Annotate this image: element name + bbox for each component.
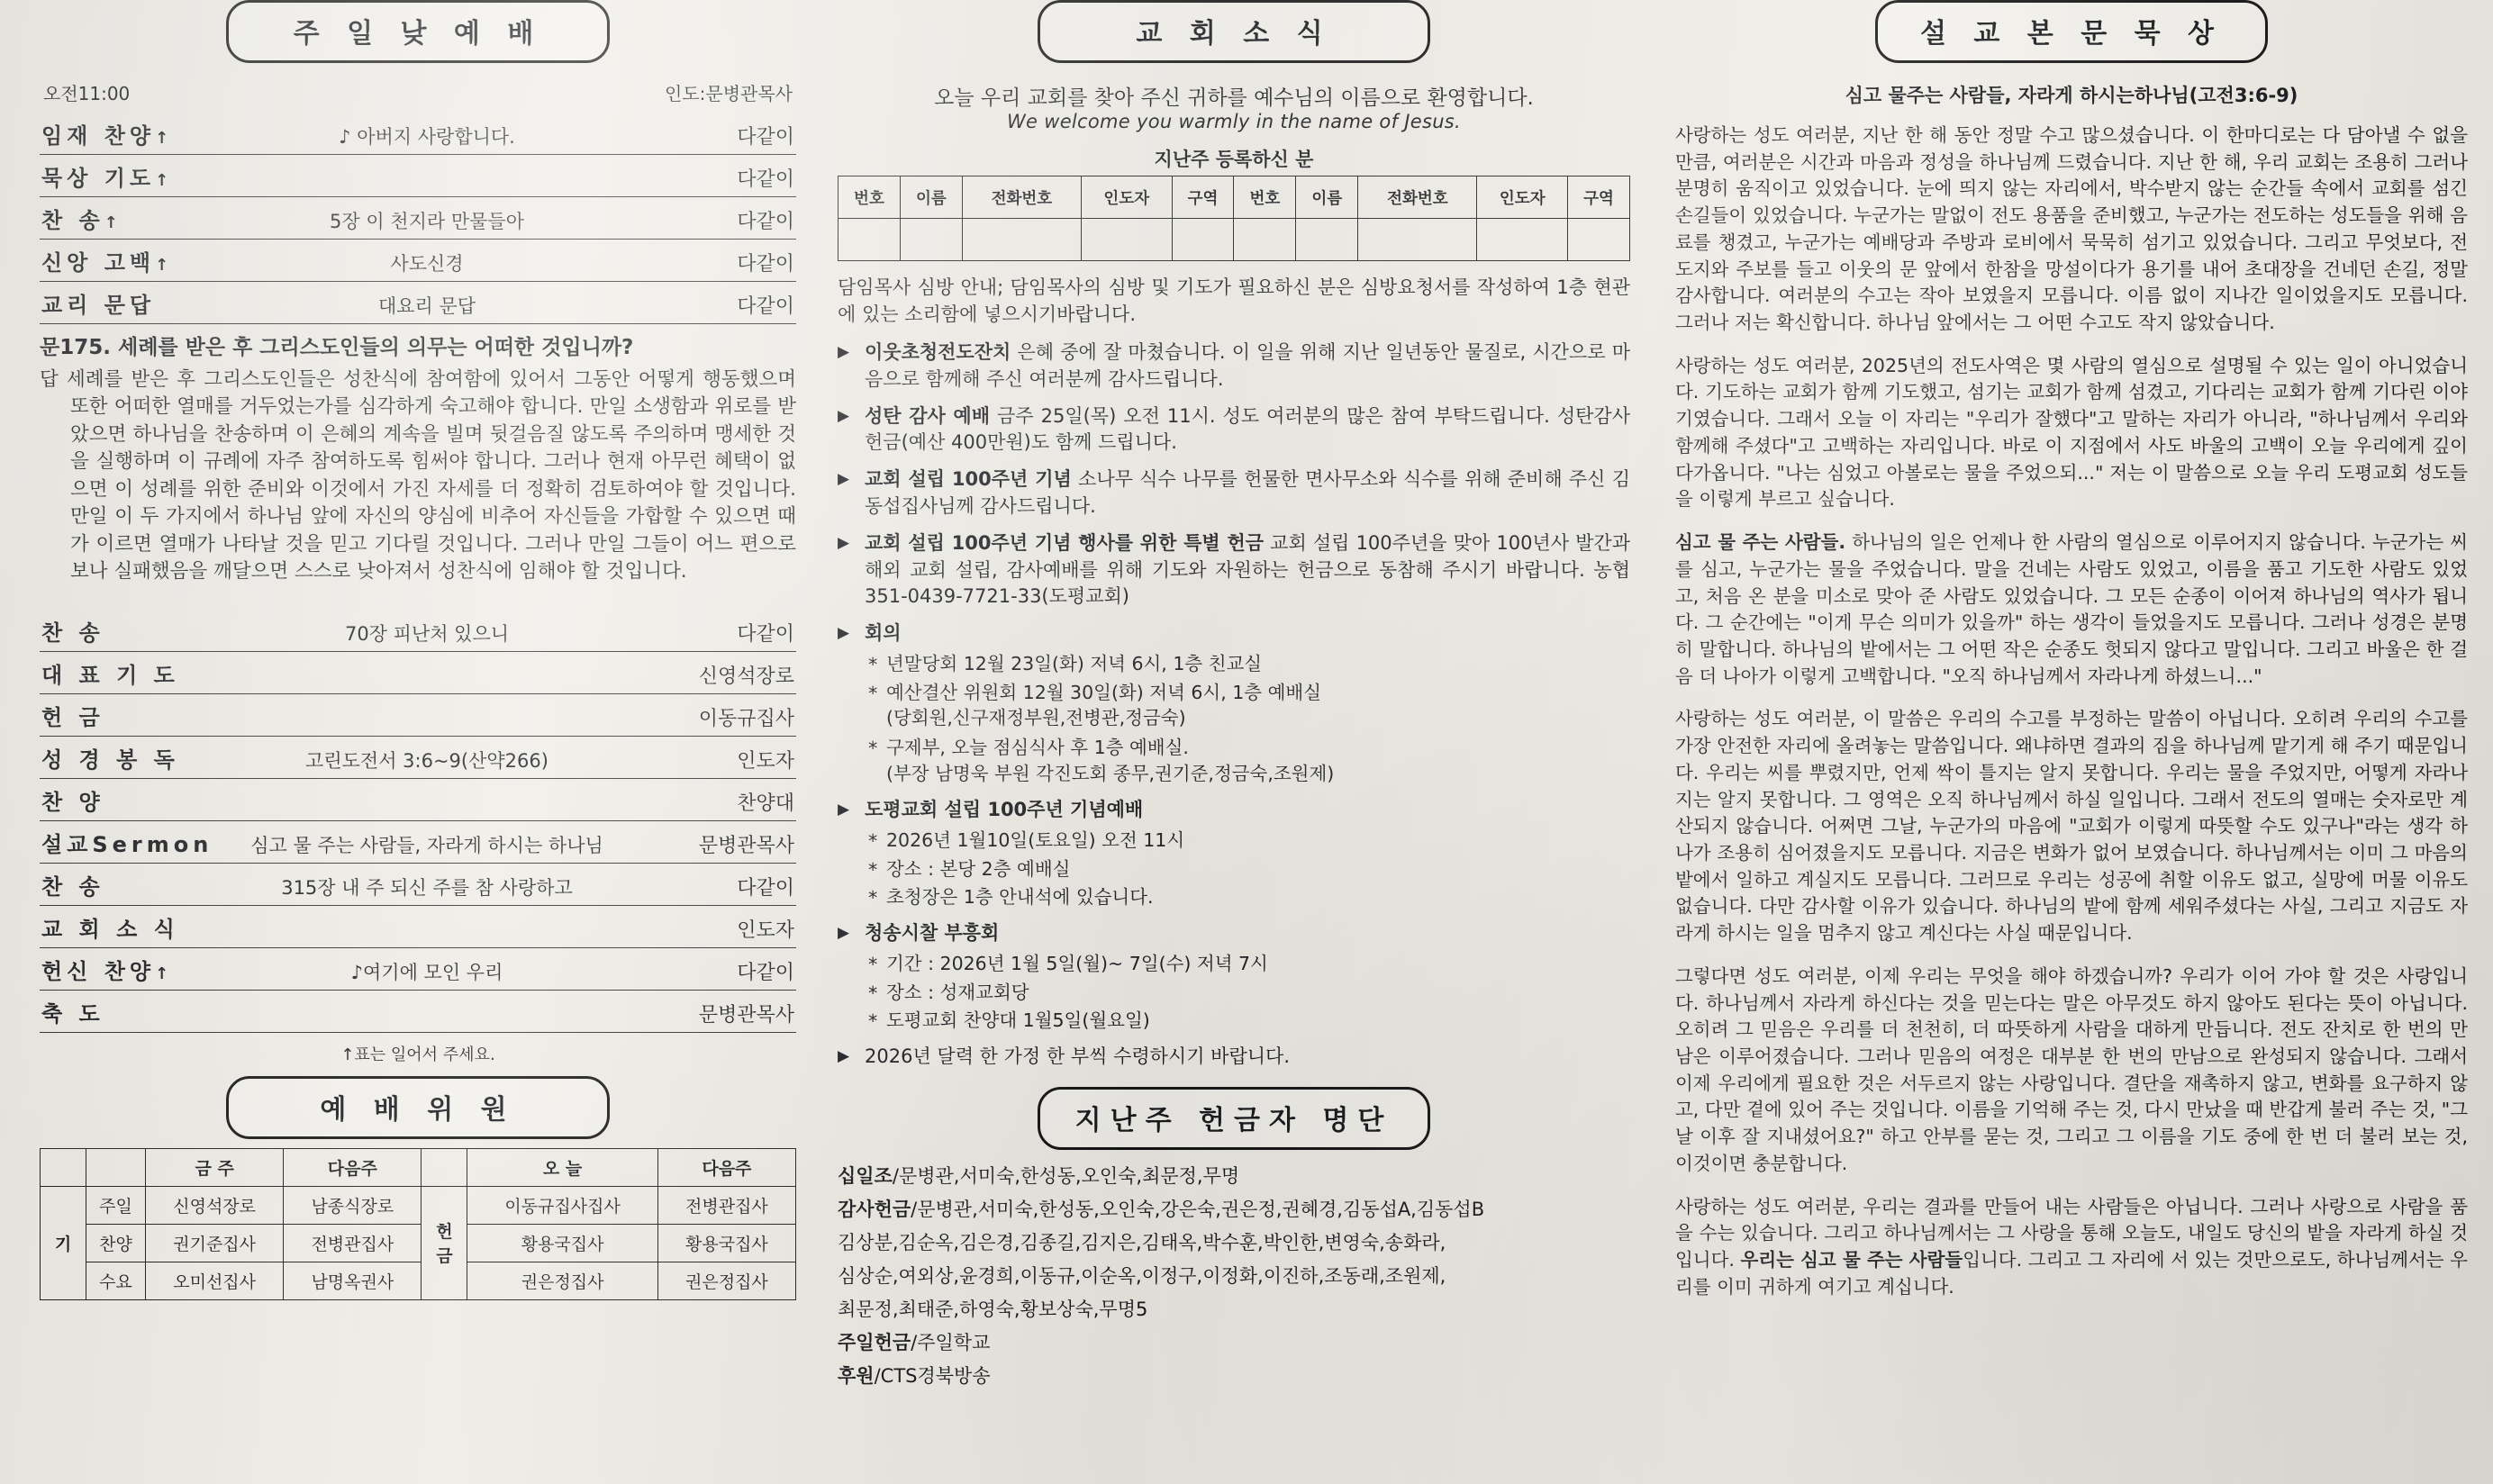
order-person: 문병관목사 xyxy=(698,1003,794,1027)
committee-cell: 권기준집사 xyxy=(146,1224,284,1262)
worship-banner: 주 일 낮 예 배 xyxy=(226,0,610,63)
committee-subrow-label: 찬양 xyxy=(86,1224,146,1262)
committee-group-prayer: 기 xyxy=(41,1186,86,1299)
order-row xyxy=(40,864,796,906)
order-person: 문병관목사 xyxy=(698,834,794,857)
sermon-paragraph: 심고 물 주는 사람들. 하나님의 일은 언제나 한 사람의 열심으로 이루어지지 않습니다. 누군가는 씨를 심고, 누군가는 물을 주었습니다. 말을 건네는 사람도 있었고, 이름을 품고 기도한 사람도 있었고, 처음 온 분을 미소로 맞아 준 사람도 있었습니다. 그 모든 순종이 이어져 하나님의 역사가 됩니다. 그 순간에는 "이게 무슨 의미가 있을까" 하는 생각이 들었을지도 모릅니다. 그러나 성경은 분명히 말합니다. 하나님의 밭에서는 그 어떤 작은 순종도 헛되지 않다고 말입니다. 그리고 바울은 한 걸음 더 나아가 이렇게 고백합니다. "오직 하나님께서 자라나게 하셨느니..." xyxy=(1675,531,2469,687)
donor-names: 김상분,김순옥,김은경,김종길,김지은,김태옥,박수훈,박인한,변영숙,송화라, xyxy=(838,1232,1446,1253)
standing-arrow-icon: ↑ xyxy=(155,171,174,190)
committee-subrow-label: 수요 xyxy=(86,1262,146,1299)
notice-item xyxy=(838,466,1630,520)
notice-title: 청송시찰 부흥회 xyxy=(865,922,1000,945)
table-row xyxy=(41,1186,796,1224)
order-label: 임재 찬양 xyxy=(41,123,156,149)
notice-title: 교회 설립 100주년 기념 행사를 위한 특별 헌금 xyxy=(865,531,1265,554)
order-detail: 사도신경 xyxy=(390,253,464,275)
committee-banner: 예 배 위 원 xyxy=(226,1076,610,1139)
committee-cell: 황용국집사 xyxy=(657,1224,795,1262)
notice-item-meetings xyxy=(838,620,1630,787)
order-row xyxy=(40,610,796,652)
committee-table xyxy=(40,1148,796,1300)
donor-label: 주일헌금 xyxy=(838,1332,911,1354)
order-row xyxy=(40,240,796,282)
order-person: 다같이 xyxy=(737,622,794,646)
anniversary-item: * 장소 : 본당 2층 예배실 xyxy=(865,856,1630,882)
notice-title: 도평교회 설립 100주년 기념예배 xyxy=(865,799,1144,821)
donor-group xyxy=(838,1196,1630,1224)
donor-group xyxy=(838,1163,1630,1190)
sermon-subtitle: 심고 물주는 사람들, 자라게 하시는하나님(고전3:6-9) xyxy=(1845,85,2298,106)
standing-arrow-icon: ↑ xyxy=(104,213,122,232)
order-label: 찬 양 xyxy=(41,789,104,815)
standing-footnote: ↑표는 일어서 주세요. xyxy=(340,1045,495,1064)
order-label: 축 도 xyxy=(41,1000,104,1027)
news-banner: 교 회 소 식 xyxy=(1038,0,1430,63)
order-row xyxy=(40,155,796,197)
register-head-guide: 인도자 xyxy=(1082,176,1173,219)
order-person: 다같이 xyxy=(737,961,794,984)
sermon-paragraph: 그렇다면 성도 여러분, 이제 우리는 무엇을 해야 하겠습니까? 우리가 이어 가야 할 것은 사랑입니다. 하나님께서 자라게 하신다는 것을 믿는다는 말은 아무것도 하지 않아도 된다는 뜻이 아닙니다. 오히려 그 믿음은 우리를 더 천천히, 더 따뜻하게 사람을 대하게 만듭니다. 전도 잔치로 한 번의 만남은 이루어졌습니다. 그러나 믿음의 여정은 대부분 한 번의 만남으로 완성되지 않습니다. 그래서 이제 우리에게 필요한 것은 서두르지 않는 사랑입니다. 결단을 재촉하지 않고, 변화를 요구하지 않고, 다만 곁에 있어 주는 것입니다. 이름을 기억해 주는 것, 다시 만났을 때 반갑게 불러 주는 것, "그날 이후 잘 지내셨어요?" 하고 안부를 묻는 것, 그리고 그 이름을 기도 중에 한 번 더 불러 보는 것, 이것이면 충분합니다. xyxy=(1675,964,2468,1174)
notice-title: 회의 xyxy=(865,622,902,645)
order-list-second xyxy=(40,610,796,1033)
sermon-paragraph: 사랑하는 성도 여러분, 이 말씀은 우리의 수고를 부정하는 말씀이 아닙니다. 오히려 우리의 수고를 가장 안전한 자리에 올려놓는 말씀입니다. 왜냐하면 결과의 짐을 하나님께 맡기게 해 주기 때문입니다. 우리는 씨를 뿌렸지만, 언제 싹이 틀지는 알지 못합니다. 우리는 물을 주었지만, 어떻게 자라나지는 알지 못합니다. 그 영역은 오직 하나님께서 하실 일입니다. 그래서 전도의 열매는 숫자로만 계산되지 않습니다. 어쩌면 그날, 누군가의 마음에 "교회가 이렇게 따뜻할 수도 있구나"라는 생각 하나가 조용히 심어졌을지도 모릅니다. 지금은 변화가 없어 보였습니다. 하나님께서는 이미 그 마음의 밭에서 일하고 계실지도 모릅니다. 그러므로 우리는 성공에 취할 이유도 없고, 실망에 머물 이유도 없습니다. 다만 감사할 이유가 있습니다. 하나님의 밭에 함께 세워주셨다는 사실, 그리고 지금도 자라게 하시는 일을 멈추지 않고 계신다는 사실 때문입니다. xyxy=(1675,708,2468,945)
meeting-item: * 구제부, 오늘 점심식사 후 1층 예배실. xyxy=(865,735,1630,761)
order-label: 헌신 찬양 xyxy=(41,958,156,984)
order-label: 찬 송 xyxy=(41,620,104,646)
sermon-paragraph: 사랑하는 성도 여러분, 우리는 결과를 만들어 내는 사람들은 아닙니다. 그러나 사랑으로 사람을 품을 수는 있습니다. 그리고 하나님께서는 그 사랑을 통해 오늘도, 내일도 당신의 밭을 자라게 하실 것입니다. 우리는 심고 물 주는 사람들입니다. 그리고 그 자리에 서 있는 것만으로도, 하나님께서는 우리를 이미 귀하게 여기고 계십니다. xyxy=(1675,1195,2468,1298)
donor-list xyxy=(838,1163,1630,1391)
order-row xyxy=(40,991,796,1033)
register-head-district: 구역 xyxy=(1172,176,1234,219)
notice-title: 이웃초청전도잔치 xyxy=(865,340,1011,363)
committee-subrow-label: 주일 xyxy=(86,1186,146,1224)
order-person: 찬양대 xyxy=(737,792,794,815)
notice-item xyxy=(838,1044,1630,1071)
committee-head-nextweek2: 다음주 xyxy=(657,1148,795,1186)
anniversary-item: * 2026년 1월10일(토요일) 오전 11시 xyxy=(865,828,1630,854)
donor-group xyxy=(838,1229,1630,1257)
committee-cell: 전병관집사 xyxy=(657,1186,795,1224)
notice-title: 교회 설립 100주년 기념 xyxy=(865,468,1072,491)
committee-head-today: 오 늘 xyxy=(467,1148,657,1186)
donor-names: /문병관,서미숙,한성동,오인숙,강은숙,권은정,권혜경,김동섭A,김동섭B xyxy=(911,1198,1485,1220)
donor-banner: 지난주 헌금자 명단 xyxy=(1038,1087,1430,1150)
register-head-district2: 구역 xyxy=(1568,176,1630,219)
order-person: 인도자 xyxy=(737,918,794,942)
catechism-answer: 답 세례를 받은 후 그리스도인들은 성찬식에 참여함에 있어서 그동안 어떻게 행동했으며 또한 어떠한 열매를 거두었는가를 심각하게 숙고해야 합니다. 만일 소생함과 위로를 받았으면 하나님을 찬송하며 이 은혜의 계속을 빌며 뒷걸음질 않도록 주의하며 맹세한 것을 실행하며 이 규례에 자주 참여하도록 힘써야 합니다. 그러나 현재 아무런 혜택이 없으면 이 성례를 위한 준비와 이것에서 가진 자세를 더 정확히 검토하여야 할 것입니다. 만일 이 두 가지에서 하나님 앞에 자신의 양심에 비추어 자신들을 가합할 수 있으면 때가 이르면 열매가 나타날 것을 믿고 기다릴 것입니다. 그러나 만일 그들이 어느 편으로 보나 실패했음을 깨달으면 스스로 낮아져서 성찬식에 임해야 할 것입니다. xyxy=(40,367,796,584)
notice-text: 교회 설립 100주년을 맞아 100년사 발간과 해외 교회 설립, 감사예배를 위해 기도와 자원하는 헌금으로 동참해 주시기 바랍니다. 농협 351-0439-7721-33(도평교회) xyxy=(865,531,1630,608)
catechism-question: 문175. 세례를 받은 후 그리스도인들의 의무는 어떠한 것입니까? xyxy=(40,336,634,359)
order-row xyxy=(40,652,796,694)
donor-names: 심상순,여외상,윤경희,이동규,이순옥,이정구,이정화,이진하,조동래,조원제, xyxy=(838,1265,1446,1288)
order-person: 다같이 xyxy=(737,126,794,149)
catechism-block xyxy=(40,333,796,586)
table-header-row xyxy=(41,1148,796,1186)
committee-cell: 황용국집사 xyxy=(467,1224,657,1262)
donor-label: 후원 xyxy=(838,1365,875,1388)
meeting-item: * 년말당회 12월 23일(화) 저녁 6시, 1층 친교실 xyxy=(865,651,1630,677)
service-time: 오전11:00 xyxy=(43,83,131,104)
meeting-note: (부장 남명욱 부원 각진도회 종무,권기준,정금숙,조원제) xyxy=(886,763,1335,785)
standing-arrow-icon: ↑ xyxy=(155,964,174,983)
order-row xyxy=(40,948,796,991)
notice-item xyxy=(838,339,1630,394)
committee-head-blank2 xyxy=(86,1148,146,1186)
meeting-sublist-2 xyxy=(865,735,1630,761)
donor-names: /CTS경북방송 xyxy=(874,1365,991,1388)
order-row xyxy=(40,197,796,240)
committee-head-thisweek: 금 주 xyxy=(146,1148,284,1186)
order-person: 이동규집사 xyxy=(698,707,794,730)
committee-head-nextweek: 다음주 xyxy=(284,1148,422,1186)
order-label: 헌 금 xyxy=(41,704,104,730)
committee-cell: 오미선집사 xyxy=(146,1262,284,1299)
order-label: 묵상 기도 xyxy=(41,166,156,191)
order-row xyxy=(40,694,796,737)
order-row xyxy=(40,906,796,948)
notice-title: 2026년 달력 한 가정 한 부씩 수령하시기 바랍니다. xyxy=(865,1045,1290,1068)
committee-cell: 남명옥권사 xyxy=(284,1262,422,1299)
register-head-no2: 번호 xyxy=(1234,176,1296,219)
register-head-no: 번호 xyxy=(839,176,901,219)
order-detail: ♪ 아버지 사랑합니다. xyxy=(339,126,515,148)
order-detail: 고린도전서 3:6~9(산약266) xyxy=(305,749,548,772)
committee-cell: 전병관집사 xyxy=(284,1224,422,1262)
committee-head-blank1 xyxy=(41,1148,86,1186)
meeting-note: (당회원,신구재정부원,전병관,정금숙) xyxy=(886,707,1186,729)
committee-cell: 이동규집사집사 xyxy=(467,1186,657,1224)
order-person: 신영석장로 xyxy=(698,665,794,688)
committee-cell: 신영석장로 xyxy=(146,1186,284,1224)
donor-names: /주일학교 xyxy=(911,1332,991,1354)
donor-group xyxy=(838,1262,1630,1290)
meeting-item: * 예산결산 위원회 12월 30일(화) 저녁 6시, 1층 예배실 xyxy=(865,680,1630,706)
register-table xyxy=(838,176,1630,261)
anniversary-sublist xyxy=(865,828,1630,910)
notice-text: 소나무 식수 나무를 헌물한 면사무소와 식수를 위해 준비해 주신 김동섭집사님께 감사드립니다. xyxy=(865,468,1630,517)
table-row xyxy=(41,1224,796,1262)
order-label: 성 경 봉 독 xyxy=(41,747,179,773)
committee-cell: 권은정집사 xyxy=(657,1262,795,1299)
table-row-empty xyxy=(839,219,1630,261)
notice-text: 금주 25일(목) 오전 11시. 성도 여러분의 많은 참여 부탁드립니다. 성탄감사헌금(예산 400만원)도 함께 드립니다. xyxy=(865,404,1631,454)
meeting-sublist xyxy=(865,651,1630,705)
committee-group-offering: 헌 금 xyxy=(422,1186,467,1299)
worship-order-column xyxy=(40,0,796,1300)
church-news-column xyxy=(838,0,1630,1396)
anniversary-item: * 초청장은 1층 안내석에 있습니다. xyxy=(865,884,1630,910)
donor-group xyxy=(838,1329,1630,1357)
order-label: 찬 송 xyxy=(41,873,104,900)
donor-label: 감사헌금 xyxy=(838,1198,911,1220)
notice-item xyxy=(838,530,1630,611)
register-head-name2: 이름 xyxy=(1296,176,1358,219)
order-label: 신앙 고백 xyxy=(41,250,156,276)
service-meta xyxy=(43,79,793,105)
welcome-korean: 오늘 우리 교회를 찾아 주신 귀하를 예수님의 이름으로 환영합니다. xyxy=(934,86,1534,110)
order-row-sermon xyxy=(40,821,796,864)
standing-arrow-icon: ↑ xyxy=(155,256,174,275)
revival-item: * 기간 : 2026년 1월 5일(월)~ 7일(수) 저녁 7시 xyxy=(865,951,1630,977)
register-head-name: 이름 xyxy=(900,176,962,219)
welcome-english: We welcome you warmly in the name of Jesus. xyxy=(1006,111,1462,132)
donor-group xyxy=(838,1296,1630,1324)
order-person: 다같이 xyxy=(737,211,794,233)
order-list-first xyxy=(40,113,796,324)
revival-item: * 도평교회 찬양대 1월5일(월요일) xyxy=(865,1008,1630,1034)
order-person: 다같이 xyxy=(737,876,794,900)
register-head-phone: 전화번호 xyxy=(962,176,1081,219)
donor-names: 최문정,최태준,하영숙,황보상숙,무명5 xyxy=(838,1298,1148,1321)
order-row xyxy=(40,779,796,821)
welcome-block xyxy=(838,81,1630,132)
donor-names: /문병관,서미숙,한성동,오인숙,최문정,무명 xyxy=(892,1164,1240,1187)
notice-item-anniversary xyxy=(838,797,1630,910)
sermon-title: 심고 물 주는 사람들, 자라게 하시는 하나님 xyxy=(250,834,603,856)
standing-arrow-icon: ↑ xyxy=(155,129,174,148)
order-row xyxy=(40,282,796,324)
order-detail: 대요리 문답 xyxy=(377,295,476,317)
service-leader: 인도:문병관목사 xyxy=(665,83,793,104)
register-title: 지난주 등록하신 분 xyxy=(1154,149,1314,170)
committee-cell: 남종식장로 xyxy=(284,1186,422,1224)
order-label: 교 회 소 식 xyxy=(41,916,179,942)
order-detail: 315장 내 주 되신 주를 참 사랑하고 xyxy=(281,876,573,899)
sermon-meditation-column xyxy=(1675,0,2468,1317)
order-person: 인도자 xyxy=(737,749,794,773)
revival-sublist xyxy=(865,951,1630,1034)
table-header-row xyxy=(839,176,1630,219)
committee-head-blank3 xyxy=(422,1148,467,1186)
order-label: 교리 문답 xyxy=(41,293,156,318)
revival-item: * 장소 : 성재교회당 xyxy=(865,980,1630,1006)
order-person: 다같이 xyxy=(737,295,794,318)
notice-item-revival xyxy=(838,920,1630,1034)
order-person: 다같이 xyxy=(737,168,794,191)
table-row xyxy=(41,1262,796,1299)
notice-text: 은혜 중에 잘 마쳤습니다. 이 일을 위해 지난 일년동안 물질로, 시간으로 마음으로 함께해 주신 여러분께 감사드립니다. xyxy=(865,340,1630,390)
notice-list xyxy=(838,339,1630,1071)
order-detail: 70장 피난처 있으니 xyxy=(344,622,510,645)
order-label: 설교Sermon xyxy=(41,831,213,857)
register-head-phone2: 전화번호 xyxy=(1358,176,1477,219)
notice-item xyxy=(838,403,1630,457)
order-row xyxy=(40,737,796,779)
donor-group xyxy=(838,1362,1630,1390)
sermon-paragraph: 사랑하는 성도 여러분, 2025년의 전도사역은 몇 사람의 열심으로 설명될 수 있는 일이 아니었습니다. 기도하는 교회가 함께 기도했고, 섬기는 교회가 함께 섬겼고, 기다리는 교회가 함께 기다린 이야기였습니다. 그래서 오늘 이 자리는 "우리가 잘했다"고 말하는 자리가 아니라, "하나님께서 우리와 함께해 주셨다"고 고백하는 자리입니다. 바로 이 지점에서 사도 바울의 고백이 오늘 우리에게 깊이 다가옵니다. "나는 심었고 아볼로는 물을 주었으되..." 저는 이 말씀으로 오늘 우리 도평교회 성도들을 이렇게 부르고 싶습니다. xyxy=(1675,354,2468,511)
visitation-notice: 담임목사 심방 안내; 담임목사의 심방 및 기도가 필요하신 분은 심방요청서를 작성하여 1층 현관에 있는 소리함에 넣으시기바랍니다. xyxy=(838,276,1630,326)
committee-cell: 권은정집사 xyxy=(467,1262,657,1299)
order-row xyxy=(40,113,796,155)
donor-label: 십일조 xyxy=(838,1164,893,1187)
sermon-body xyxy=(1675,122,2468,1300)
register-head-guide2: 인도자 xyxy=(1477,176,1568,219)
order-detail: 5장 이 천지라 만물들아 xyxy=(330,211,524,232)
sermon-paragraph: 사랑하는 성도 여러분, 지난 한 해 동안 정말 수고 많으셨습니다. 이 한마디로는 다 담아낼 수 없을 만큼, 여러분은 시간과 마음과 정성을 하나님께 드렸습니다. 지난 한 해, 우리 교회는 조용히 그러나 분명히 움직이고 있었습니다. 눈에 띄지 않는 자리에서, 박수받지 않는 순간들 속에서 교회를 섬긴 손길들이 있었습니다. 누군가는 말없이 전도 용품을 준비했고, 누군가는 전도하는 성도들을 위해 음료를 챙겼고, 누군가는 예배당과 주방과 로비에서 묵묵히 섬기고 있었습니다. 그리고 무엇보다, 전도지와 주보를 들고 이웃의 문 앞에서 한참을 망설이다가 용기를 내어 초대장을 건네던 손길, 정말 감사합니다. 여러분의 수고는 작아 보였을지 모릅니다. 이름 없이 지나간 일이었을지도 모릅니다. 그러나 저는 확신합니다. 하나님 앞에서는 그 어떤 수고도 작지 않았습니다. xyxy=(1675,124,2468,334)
order-person: 다같이 xyxy=(737,253,794,276)
order-detail: ♪여기에 모인 우리 xyxy=(350,961,503,983)
order-label: 찬 송 xyxy=(41,208,104,233)
order-label: 대 표 기 도 xyxy=(41,662,179,688)
sermon-banner: 설 교 본 문 묵 상 xyxy=(1875,0,2268,63)
notice-title: 성탄 감사 예배 xyxy=(865,404,991,427)
